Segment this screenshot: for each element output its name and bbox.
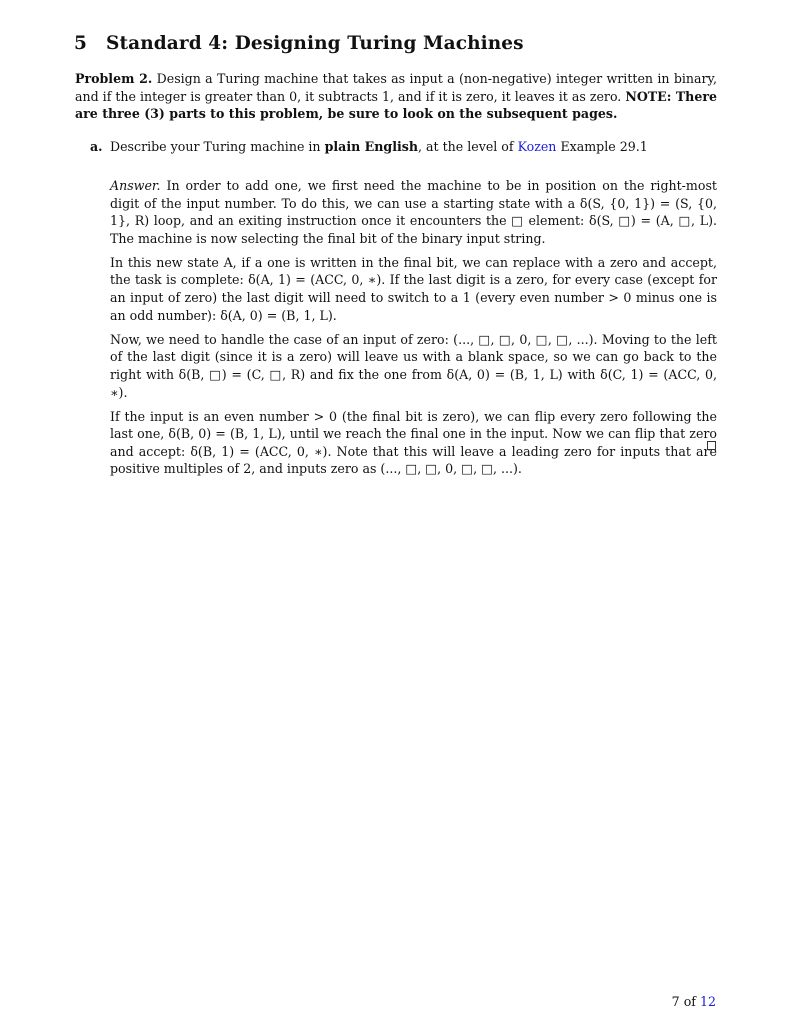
page-footer xyxy=(672,994,716,1009)
answer-paragraph-4: If the input is an even number > 0 (the final bit is zero), we can flip every zero following the last one, δ(B, 0) = (B, 1, L), until we reach the final one in the input. Now we can flip that zero and accept: δ(B, 1) = (ACC, 0, ∗). Note that this will leave a leading zero for inputs that are positive multiples of 2, and inputs zero as (..., □, □, 0, □, □, ...). xyxy=(110,408,717,477)
section-number: 5 xyxy=(74,33,87,54)
qed-box-icon xyxy=(707,441,716,450)
answer-lead: Answer. xyxy=(110,178,161,193)
part-a-prompt xyxy=(90,138,717,156)
part-a-bold-phrase: plain English xyxy=(324,139,419,154)
problem-text: Design a Turing machine that takes as input a (non-negative) integer written in binary, and if the integer is greater than 0, it subtracts 1, and if it is zero, it leaves it as zero. xyxy=(75,71,717,104)
kozen-link[interactable]: Kozen xyxy=(517,139,557,154)
page-separator: of xyxy=(683,994,696,1009)
section-heading xyxy=(74,33,524,54)
problem-label: Problem 2. xyxy=(75,71,153,86)
part-a-text-middle: , at the level of xyxy=(418,139,514,154)
part-a-label: a. xyxy=(90,139,103,154)
answer-paragraph-1 xyxy=(110,177,717,247)
answer-paragraph-3: Now, we need to handle the case of an input of zero: (..., □, □, 0, □, □, ...). Moving to the left of the last digit (since it is a zero) will leave us with a blank space, so we can go back to the right with δ(B, □) = (C, □, R) and fix the one from δ(A, 0) = (B, 1, L) with δ(C, 1) = (ACC, 0, ∗). xyxy=(110,331,717,400)
answer-block xyxy=(110,177,717,485)
section-title: Standard 4: Designing Turing Machines xyxy=(106,33,524,54)
problem-note: NOTE: There are three (3) parts to this problem, be sure to look on the subsequent pages. xyxy=(75,88,718,122)
answer-paragraph-2: In this new state A, if a one is written in the final bit, we can replace with a zero and accept, the task is complete: δ(A, 1) = (ACC, 0, ∗). If the last digit is a zero, for every case (except for an input of zero) the last digit will need to switch to a 1 (every even number > 0 minus one is an odd number): δ(A, 0) = (B, 1, L). xyxy=(110,254,717,323)
current-page: 7 xyxy=(671,994,680,1009)
total-pages-link[interactable]: 12 xyxy=(699,994,716,1009)
part-a-text-before: Describe your Turing machine in xyxy=(110,139,321,154)
answer-paragraph-1-text: In order to add one, we first need the machine to be in position on the right-most digit of the input number. To do this, we can use a starting state with a δ(S, {0, 1}) = (S, {0, 1}, R) loop, and an exiting instruction once it encounters the □ element: δ(S, □) = (A, □, L). The machine is now selecting the final bit of the binary input string. xyxy=(110,178,717,246)
problem-statement xyxy=(75,70,717,123)
part-a-text-after: Example 29.1 xyxy=(560,139,648,154)
